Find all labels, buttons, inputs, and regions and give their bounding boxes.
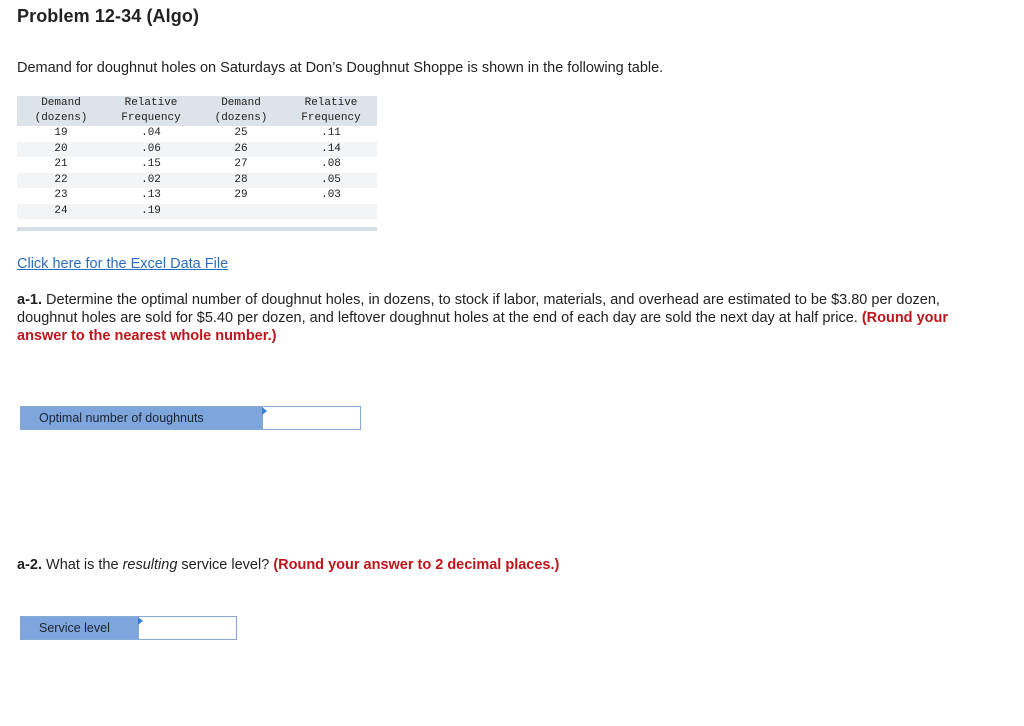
- optimal-number-input[interactable]: [262, 407, 360, 429]
- table-cell: 27: [234, 158, 248, 170]
- question-a2-emphasis: resulting: [122, 557, 178, 573]
- problem-title: Problem 12-34 (Algo): [17, 6, 200, 26]
- table-header-row: [17, 96, 377, 126]
- table-cell: 29: [234, 189, 248, 201]
- table-cell: 24: [17, 204, 105, 220]
- table-cell: 25: [234, 127, 248, 139]
- question-a2-text-after: service level?: [177, 557, 274, 573]
- question-a1-label: a-1.: [17, 292, 42, 308]
- table-cell: 19: [54, 127, 68, 139]
- table-cell: .05: [285, 173, 377, 189]
- table-cell: .19: [105, 204, 197, 220]
- intro-text: Demand for doughnut holes on Saturdays at Don’s Doughnut Shoppe is shown in the following table.: [17, 60, 664, 76]
- answer-row-service-level: [20, 616, 237, 640]
- table-cell: .04: [141, 127, 161, 139]
- table-row: [17, 157, 377, 173]
- table-row: [17, 188, 377, 204]
- question-a2-text-before: What is the: [42, 557, 123, 573]
- table-cell: 20: [17, 142, 105, 158]
- question-a1-text: Determine the optimal number of doughnut holes, in dozens, to stock if labor, materials, and overhead are estimated to be $3.80 per dozen, doughnut holes are sold for $5.40 per dozen, and leftover doughnut holes at the end of each day are sold the next day at half price.: [17, 292, 940, 326]
- table-row: [17, 142, 377, 158]
- table-cell: [285, 204, 377, 220]
- table-cell: .08: [321, 158, 341, 170]
- table-cell: 28: [197, 173, 285, 189]
- table-cell: .03: [321, 189, 341, 201]
- question-a2: [17, 556, 967, 574]
- question-a2-label: a-2.: [17, 557, 42, 573]
- question-a2-instruction: (Round your answer to 2 decimal places.): [273, 557, 560, 573]
- demand-table: [17, 96, 377, 219]
- header-demand-2: Demand (dozens): [197, 96, 285, 126]
- table-cell: 22: [17, 173, 105, 189]
- header-demand-1: Demand (dozens): [17, 96, 105, 126]
- question-a1: [17, 291, 967, 345]
- table-row: [17, 173, 377, 189]
- table-cell: .11: [321, 127, 341, 139]
- table-cell: .02: [105, 173, 197, 189]
- table-cell: .13: [141, 189, 161, 201]
- table-cell: [197, 204, 285, 220]
- optimal-number-label: Optimal number of doughnuts: [21, 407, 262, 429]
- table-cell: .06: [105, 142, 197, 158]
- service-level-input-wrap: [138, 617, 236, 639]
- answer-row-optimal: [20, 406, 361, 430]
- input-marker-icon: [262, 407, 267, 415]
- table-cell: 23: [54, 189, 68, 201]
- table-cell: .15: [141, 158, 161, 170]
- optimal-number-input-wrap: [262, 407, 360, 429]
- service-level-label: Service level: [21, 617, 138, 639]
- service-level-input[interactable]: [138, 617, 236, 639]
- input-marker-icon: [138, 617, 143, 625]
- table-row: [17, 204, 377, 220]
- table-cell: 21: [54, 158, 68, 170]
- header-frequency-1: Relative Frequency: [105, 96, 197, 126]
- table-row: [17, 126, 377, 142]
- table-cell: 26: [197, 142, 285, 158]
- table-bottom-rule: [17, 227, 377, 231]
- table-cell: .14: [285, 142, 377, 158]
- question-a1-instruction: (Round your answer to the nearest whole number.): [17, 310, 948, 344]
- header-frequency-2: Relative Frequency: [285, 96, 377, 126]
- excel-data-file-link[interactable]: Click here for the Excel Data File: [17, 256, 229, 272]
